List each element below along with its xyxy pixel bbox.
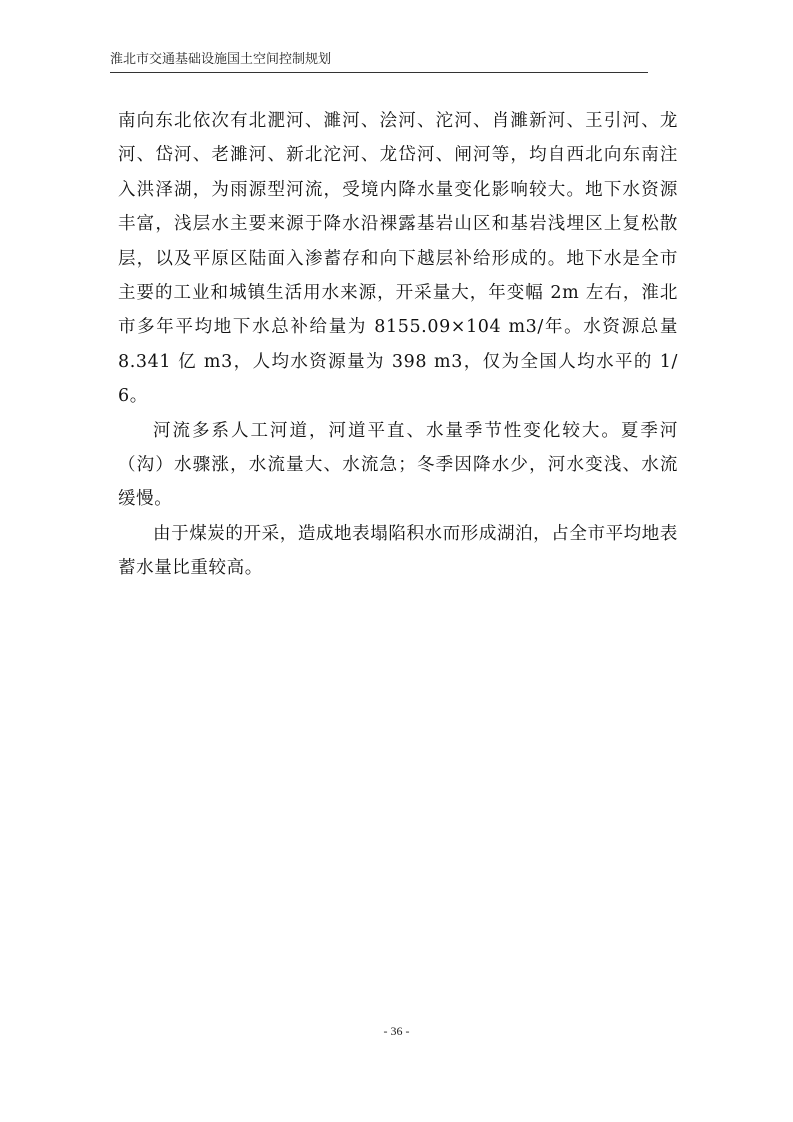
page-number: - 36 - [383,1024,410,1038]
body-content [118,104,678,586]
header-rule [110,72,648,73]
paragraph-water-resources: 南向东北依次有北淝河、濉河、浍河、沱河、肖濉新河、王引河、龙河、岱河、老濉河、新北沱河、龙岱河、闸河等，均自西北向东南注入洪泽湖，为雨源型河流，受境内降水量变化影响较大。地下水资源丰富，浅层水主要来源于降水沿裸露基岩山区和基岩浅埋区上复松散层，以及平原区陆面入渗蓄存和向下越层补给形成的。地下水是全市主要的工业和城镇生活用水来源，开采量大，年变幅 2m 左右，淮北市多年平均地下水总补给量为 8155.09×104 m3/年。水资源总量 8.341 亿 m3，人均水资源量为 398 m3，仅为全国人均水平的 1/6。 [118,111,678,407]
paragraph-rivers: 河流多系人工河道，河道平直、水量季节性变化较大。夏季河（沟）水骤涨，水流量大、水流急；冬季因降水少，河水变浅、水流缓慢。 [118,420,678,510]
header-title: 淮北市交通基础设施国土空间控制规划 [110,52,332,67]
page-header [110,52,648,74]
paragraph-lakes: 由于煤炭的开采，造成地表塌陷积水而形成湖泊，占全市平均地表蓄水量比重较高。 [118,523,678,579]
